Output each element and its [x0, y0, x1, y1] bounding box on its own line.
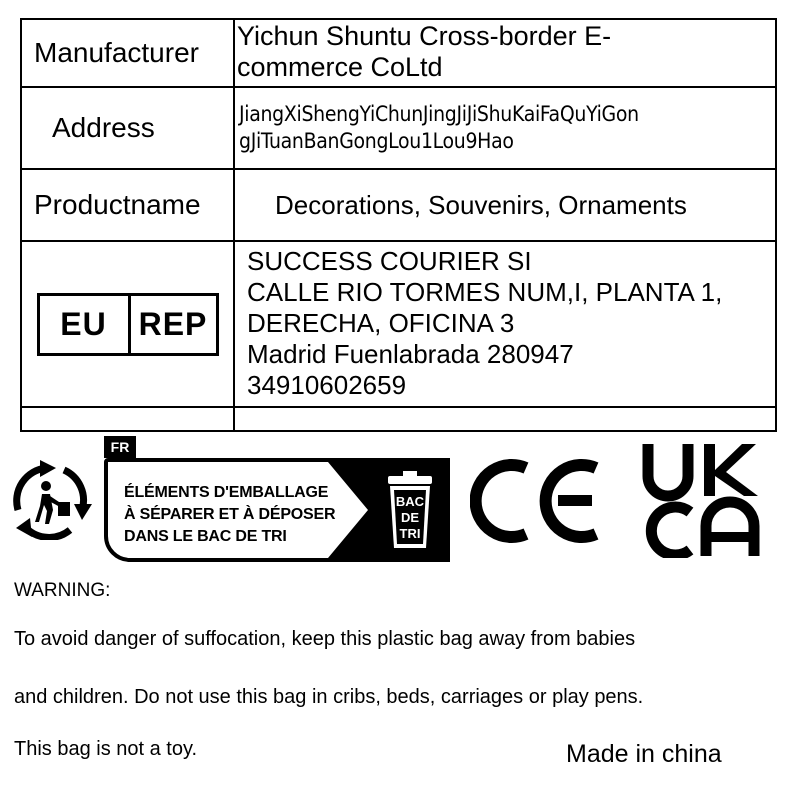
manufacturer-label: Manufacturer	[21, 19, 234, 87]
warning-text-line: To avoid danger of suffocation, keep this plastic bag away from babies	[14, 628, 636, 650]
bin-label-line: BAC	[395, 494, 425, 509]
table-row-productname	[21, 169, 776, 241]
table-row-empty	[21, 407, 776, 431]
triman-recycling-icon	[6, 458, 96, 540]
manufacturer-value-line2: commerce CoLtd	[237, 52, 443, 82]
warning-title: WARNING:	[14, 580, 111, 601]
eu-rep-badge-cell	[21, 241, 234, 407]
sorting-info-panel	[104, 458, 450, 562]
warning-text-line: This bag is not a toy.	[14, 738, 198, 760]
productname-label: Productname	[21, 169, 234, 241]
warning-text-line: and children. Do not use this bag in cribs, beds, carriages or play pens.	[14, 686, 644, 708]
eu-rep-line: Madrid Fuenlabrada 280947	[247, 339, 574, 369]
eu-rep-line: DERECHA, OFICINA 3	[247, 308, 515, 338]
table-row-address	[21, 87, 776, 169]
bin-label-line: TRI	[399, 526, 421, 541]
table-row-eu-rep	[21, 241, 776, 407]
address-value-line1: JiangXiShengYiChunJingJiJiShuKaiFaQuYiGon	[239, 102, 639, 126]
table-row-manufacturer	[21, 19, 776, 87]
sorting-info-line: DANS LE BAC DE TRI	[124, 528, 287, 545]
product-info-table	[20, 18, 777, 432]
bin-label-line: DE	[400, 510, 420, 525]
sorting-info-text	[124, 482, 335, 548]
eu-rep-address	[234, 241, 776, 407]
sorting-info-line: À SÉPARER ET À DÉPOSER	[124, 506, 336, 523]
eu-rep-line: SUCCESS COURIER SI	[247, 246, 532, 276]
address-value	[234, 87, 776, 169]
manufacturer-value-line1: Yichun Shuntu Cross-border E-	[237, 21, 612, 51]
address-label: Address	[21, 87, 234, 169]
eu-rep-badge-rep: REP	[138, 305, 208, 342]
made-in-label: Made in china	[566, 740, 722, 768]
sorting-info-line: ÉLÉMENTS D'EMBALLAGE	[124, 484, 329, 501]
empty-cell	[234, 407, 776, 431]
productname-value: Decorations, Souvenirs, Ornaments	[234, 169, 776, 241]
address-value-line2: gJiTuanBanGongLou1Lou9Hao	[239, 129, 514, 153]
eu-rep-badge-eu: EU	[40, 296, 131, 353]
eu-rep-line: 34910602659	[247, 370, 407, 400]
ukca-mark-icon	[642, 442, 762, 558]
eu-rep-badge	[37, 293, 219, 356]
fr-badge: FR	[104, 436, 136, 458]
manufacturer-value	[234, 19, 776, 87]
eu-rep-line: CALLE RIO TORMES NUM,I, PLANTA 1,	[247, 277, 723, 307]
ce-mark-icon	[470, 456, 602, 546]
empty-cell	[21, 407, 234, 431]
sorting-bin-icon	[328, 462, 446, 558]
